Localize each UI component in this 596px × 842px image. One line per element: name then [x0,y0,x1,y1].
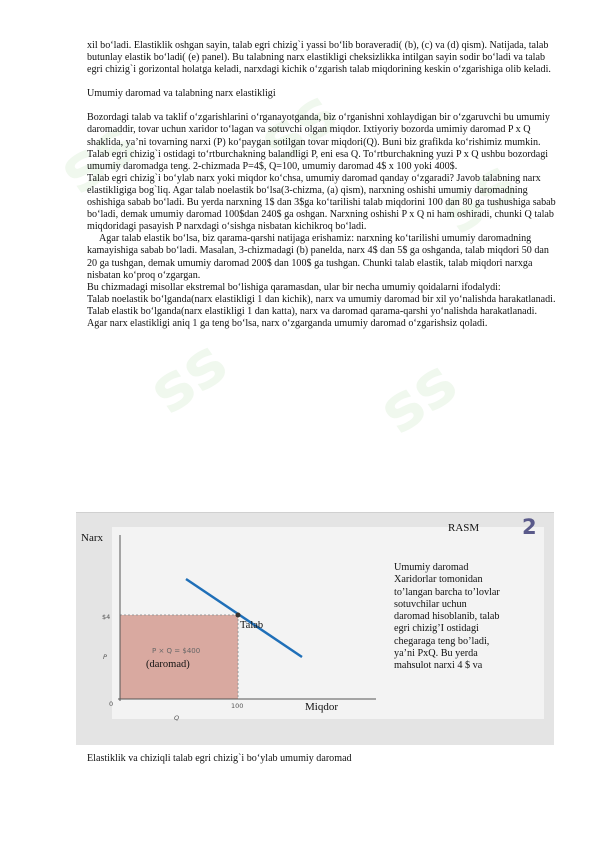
rule-unit-elastic: Agar narx elastikligi aniq 1 ga teng bo‘lsa, narx o‘zgarganda umumiy daromad o‘zgarishsiz qoladi. [87,317,488,329]
figure-number: 2 [522,515,537,539]
paragraph-total-revenue: Bozordagi talab va taklif o‘zgarishlarini o‘rganayotganda, biz o‘rganishni xohlaydigan bir o‘zgaruvchi bu umumiy daromaddir, tovar uchun xaridor to‘lagan va sotuvchi olgan miqdor. Ixtiyoriy bozorda umimiy daromad P x Q shaklida, ya’ni tovarning narxi (P) ko‘paygan sotilgan tovar miqdori(Q). Buni biz grafikda ko‘rishimiz mumkin. [87,112,550,148]
y-axis-label: Narx [81,532,103,544]
figure-caption: Elastiklik va chiziqli talab egri chizig`i bo‘ylab umumiy daromad [87,753,352,764]
paragraph-inelastic: Talab egri chizig`i bo‘ylab narx yoki miqdor ko‘chsa, umumiy daromad qanday o‘zgaradi? Javob talabning narx elastikligiga bog`liq. Agar talab noelastik bo‘lsa(3-chizma, (a) qism), narxning oshishi umumiy daromadning oshishiga sabab bo‘ladi. Bu yerda narxning 1$ dan 3$ga ko‘tarilishi talab miqdorini 100 dan 80 ga tushushiga sabab bo‘ladi, demak umumiy daromad 100$dan 240$ ga oshgan. Narxning oshishi P x Q ni ham oshiradi, chunki Q talab miqdoridagi pasayish P narxdagi o‘sishga nisbatan kichikroq bo‘ladi. [87,172,556,233]
demand-curve-label: Talab [240,620,264,631]
figure-label: RASM [448,522,480,534]
figure-total-revenue [76,512,554,745]
revenue-label: (daromad) [146,659,190,670]
section-heading: Umumiy daromad va talabning narx elastikligi [87,88,276,100]
watermark-logo: ss [135,324,241,430]
paragraph-rectangle: Talab egri chizig`i ostidagi to‘rtburchakning balandligi P, eni esa Q. To‘rtburchakning yuzi P x Q ushbu bozordagi umumiy daromadga teng. 2-chizmada P=4$, Q=100, umumiy daromad 4$ x 100 yoki 400$. [87,148,549,172]
rule-elastic: Talab elastik bo‘lganda(narx elastikligi 1 dan katta), narx va daromad qarama-qarshi yo‘nalishda harakatlanadi. [87,305,537,317]
rule-inelastic: Talab noelastik bo‘lganda(narx elastikligi 1 dan kichik), narx va umumiy daromad bir xil yo‘nalishda harakatlanadi. [87,293,556,305]
revenue-rectangle [120,615,238,699]
equilibrium-point [236,613,241,618]
document-body [87,40,557,330]
quantity-tick-label: 100 [231,702,244,710]
watermark-logo: ss [45,104,151,210]
price-symbol: P [103,653,107,661]
x-axis-label: Miqdor [305,701,338,713]
watermark-logo: ss [425,144,531,250]
paragraph-elastic: Agar talab elastik bo‘lsa, biz qarama-qarshi natijaga erishamiz: narxning ko‘tarilishi umumiy daromadning kamayishiga sabab bo‘ladi. Masalan, 3-chizmadagi (b) panelda, narx 4$ dan 5$ ga oshganda, talab miqdori 50 dan 20 ga tushgan, demak umumiy daromad 200$ dan 100$ ga tushgan. Chunki talab elastik, talab miqdori narxga nisbatan ko‘proq o‘zgargan. [87,233,549,281]
side-note-text: Umumiy daromad Xaridorlar tomonidan to’langan barcha to’lovlar sotuvchilar uchun daromad hisoblanib, talab egri chizig’I ostidagi chegaraga teng bo’ladi, ya’ni PxQ. Bu yerda mahsulot narxi 4 $ va [394,562,500,672]
origin-label: 0 [109,700,114,708]
quantity-symbol: Q [174,714,180,722]
area-formula: P × Q = $400 [152,647,201,655]
paragraph-rules-intro: Bu chizmadagi misollar ekstremal bo‘lishiga qaramasdan, ular bir necha umumiy qoidalarni ifodalydi: [87,281,501,293]
watermark-logo: ss [245,74,351,180]
paragraph-elasticity-intro: xil bo‘ladi. Elastiklik oshgan sayin, talab egri chizig`i yassi bo‘lib boraveradi( (b), (c) va (d) qism). Natijada, talab butunlay elastik bo‘ladi( (e) panel). Bu talabning narx elastikligi cheksizlikka intilgan sayin sodir bo‘ladi va talab egri chizig`i gorizontal holatga keladi, narxdagi kichik o‘zgarish talab miqdorining keskin o‘zgarishiga olib keladi. [87,40,551,76]
price-tick-label: $4 [102,613,111,621]
watermark-logo: ss [365,344,471,450]
